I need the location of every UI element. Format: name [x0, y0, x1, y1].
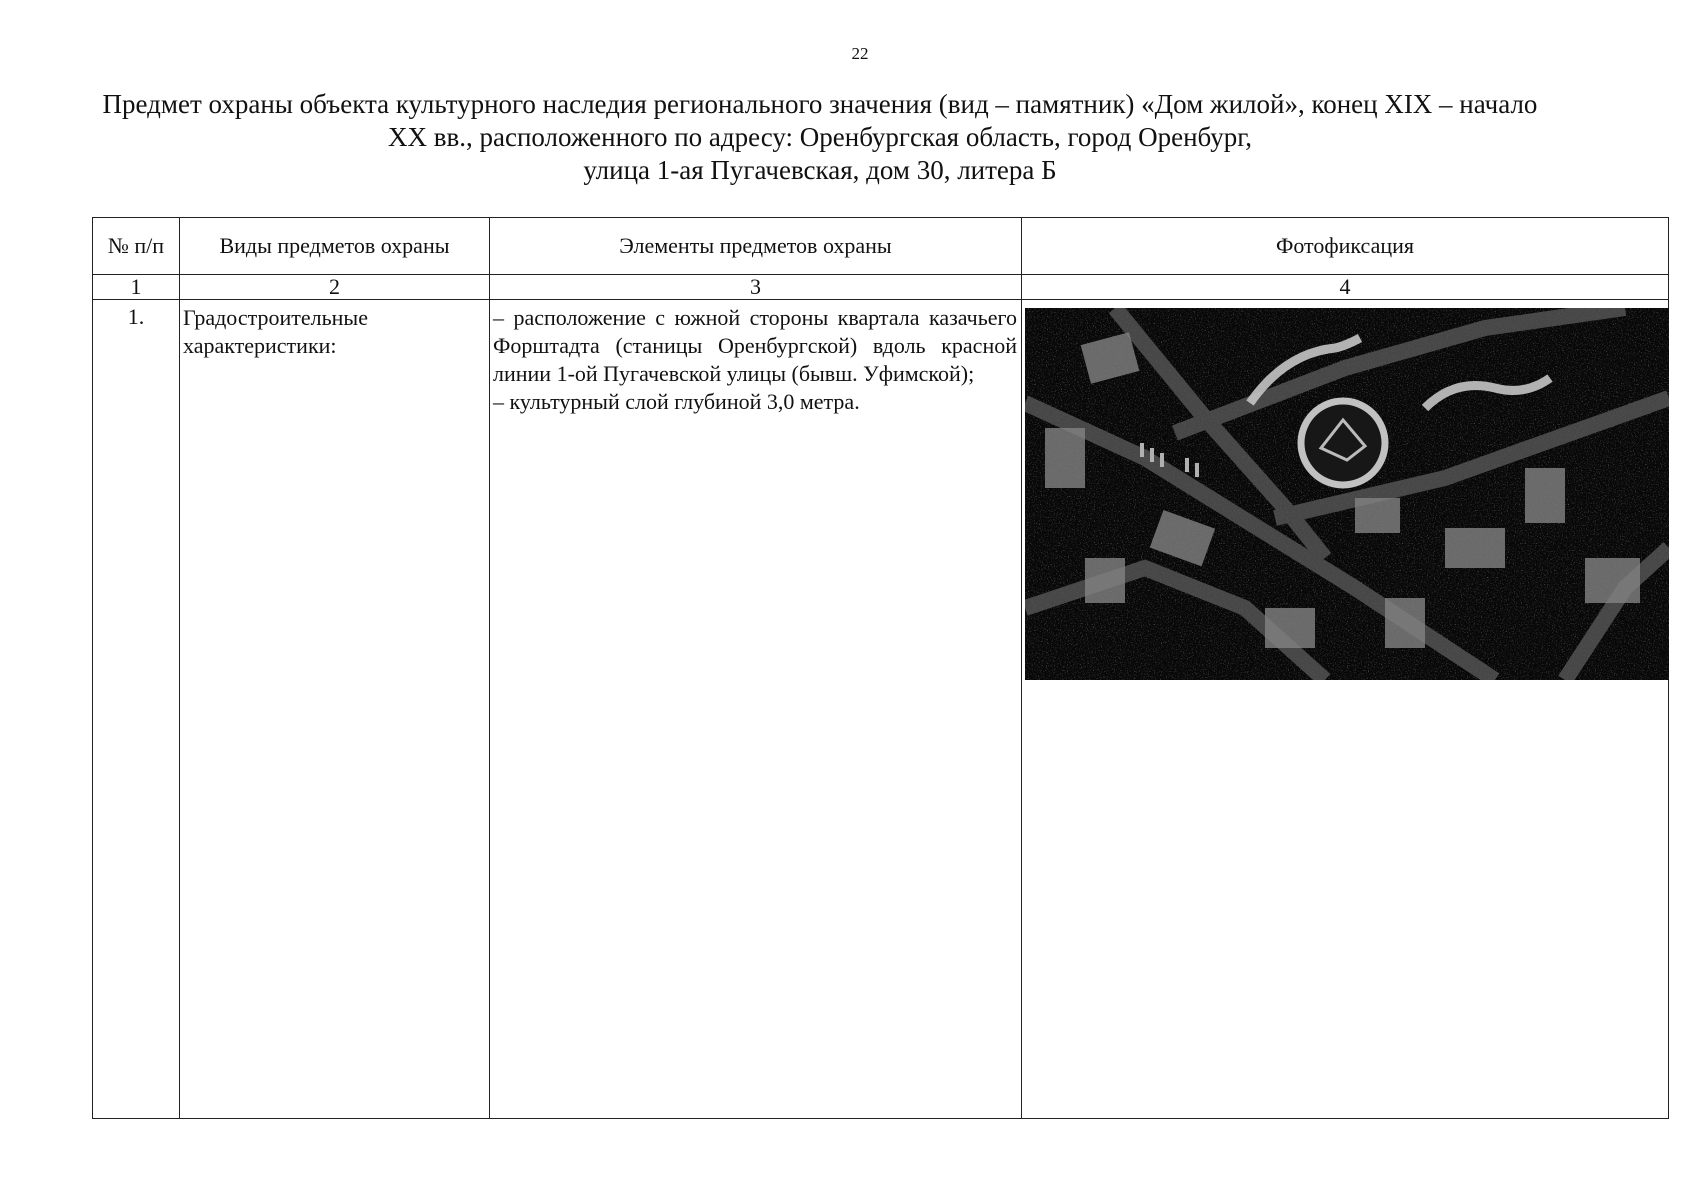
row-number: 1. [93, 300, 180, 1119]
column-number: 4 [1022, 275, 1669, 300]
protection-type: Градостроительные характеристики: [180, 300, 490, 1119]
header-types: Виды предметов охраны [180, 218, 490, 275]
element-item: – культурный слой глубиной 3,0 метра. [493, 389, 860, 414]
table-row [93, 300, 1669, 1119]
title-line-3: улица 1-ая Пугачевская, дом 30, литера Б [583, 155, 1057, 185]
protection-table [92, 217, 1669, 1119]
table-header-row [93, 218, 1669, 275]
column-number: 3 [490, 275, 1022, 300]
protection-elements [490, 300, 1022, 1119]
title-line-2: XX вв., расположенного по адресу: Оренбургская область, город Оренбург, [388, 122, 1252, 152]
element-item: – расположение с южной стороны квартала казачьего Форштадта (станицы Оренбургской) вдоль красной линии 1-ой Пугачевской улицы (бывш. Уфимской); [493, 305, 1017, 386]
column-number: 1 [93, 275, 180, 300]
photo-cell [1022, 300, 1669, 1119]
header-elements: Элементы предметов охраны [490, 218, 1022, 275]
title-line-1: Предмет охраны объекта культурного наследия регионального значения (вид – памятник) «Дом жилой», конец XIX – начало [102, 89, 1538, 119]
document-title [90, 88, 1550, 187]
header-photo: Фотофиксация [1022, 218, 1669, 275]
aerial-photo [1025, 308, 1669, 680]
column-number-row [93, 275, 1669, 300]
page-number: 22 [851, 44, 869, 63]
header-number: № п/п [93, 218, 180, 275]
column-number: 2 [180, 275, 490, 300]
